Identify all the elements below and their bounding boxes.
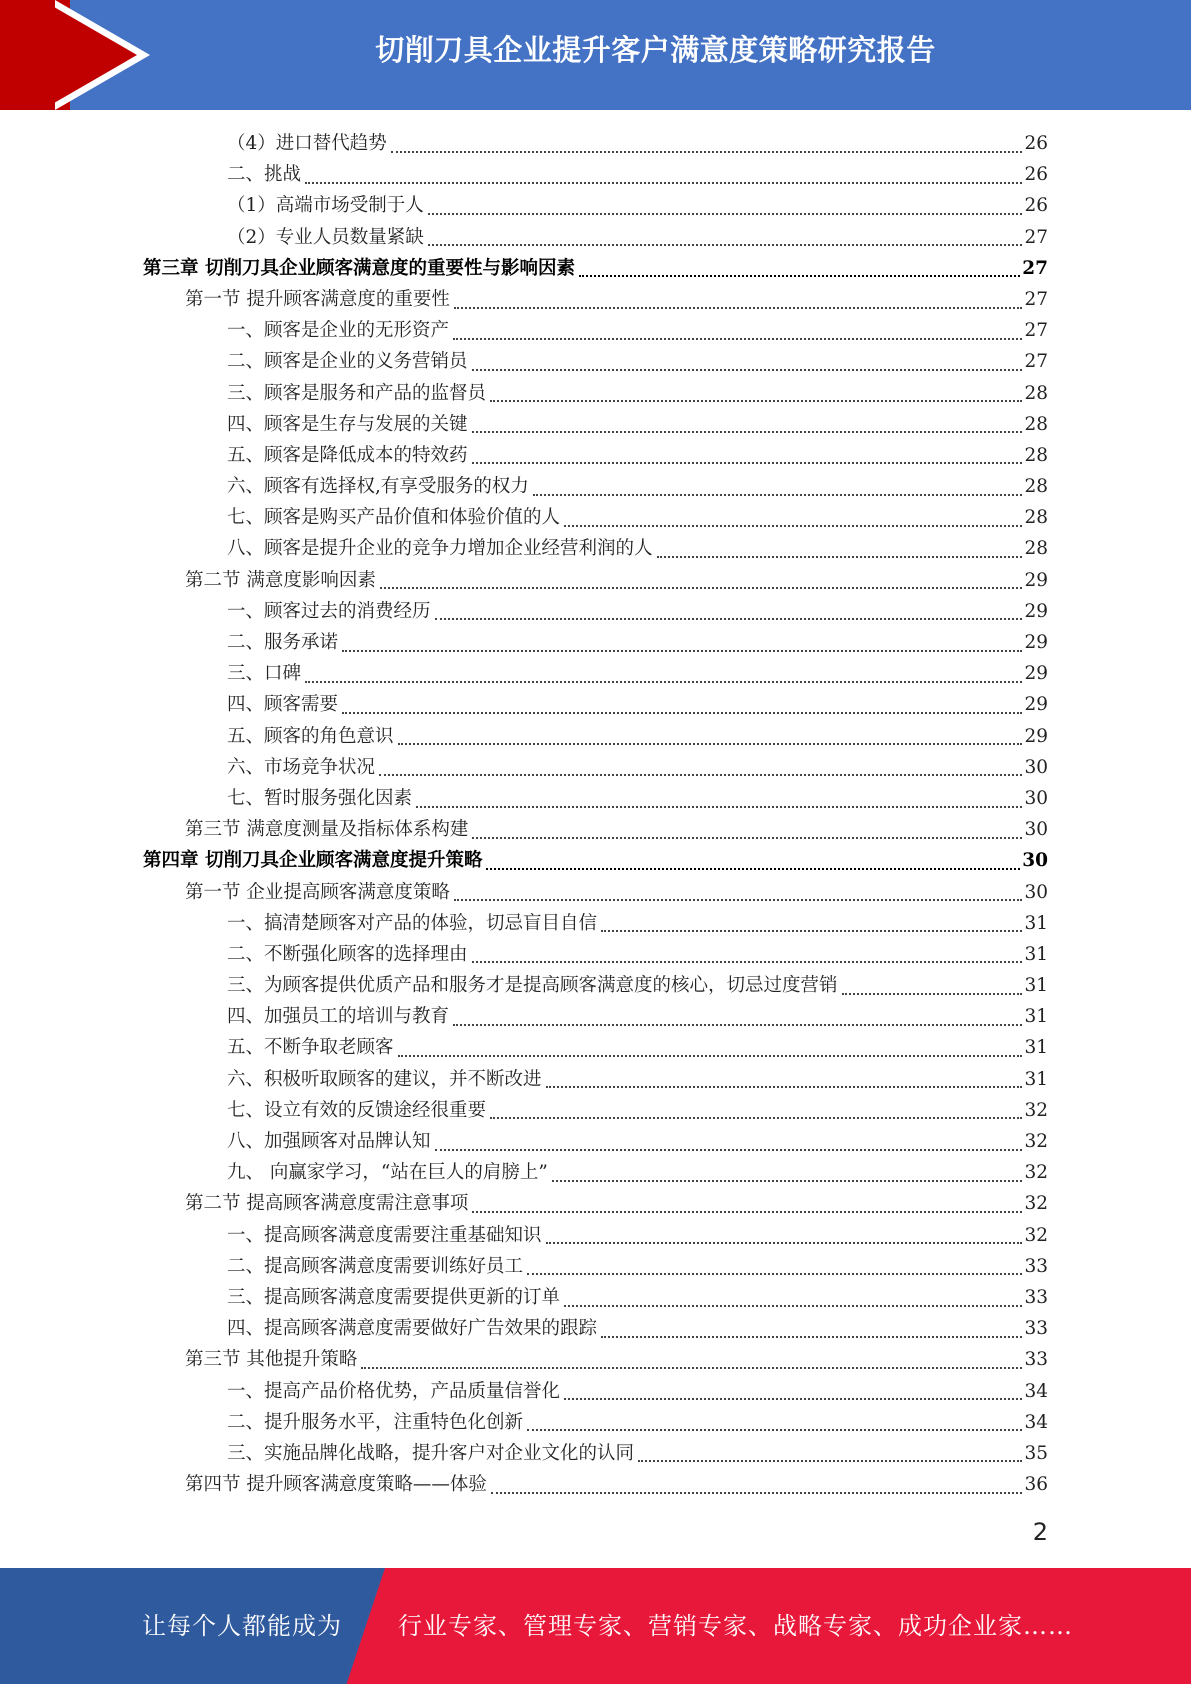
- toc-item[interactable]: [143, 939, 1048, 970]
- toc-dot-leader: [305, 182, 1022, 184]
- toc-entry-title: 第一节 提升顾客满意度的重要性: [185, 288, 450, 310]
- toc-entry-page: 31: [1024, 912, 1048, 934]
- toc-dot-leader: [379, 774, 1022, 776]
- toc-entry-title: 六、积极听取顾客的建议，并不断改进: [227, 1068, 542, 1090]
- toc-item[interactable]: [143, 378, 1048, 409]
- toc-entry-title: 第二节 满意度影响因素: [185, 569, 376, 591]
- toc-entry-title: 四、顾客需要: [227, 694, 339, 716]
- toc-entry-title: 第四章 切削刀具企业顾客满意度提升策略: [143, 850, 483, 872]
- toc-dot-leader: [472, 462, 1023, 464]
- toc-entry-title: 三、口碑: [227, 663, 302, 685]
- toc-dot-leader: [472, 369, 1023, 371]
- toc-item[interactable]: [143, 159, 1048, 190]
- toc-chapter[interactable]: [143, 845, 1048, 876]
- toc-item[interactable]: [143, 128, 1048, 159]
- toc-entry-title: 三、提高顾客满意度需要提供更新的订单: [227, 1286, 561, 1308]
- toc-entry-page: 27: [1024, 351, 1048, 373]
- toc-entry-title: （1）高端市场受制于人: [227, 195, 424, 217]
- toc-entry-title: 四、顾客是生存与发展的关键: [227, 413, 468, 435]
- toc-dot-leader: [546, 1242, 1023, 1244]
- toc-dot-leader: [454, 899, 1023, 901]
- toc-entry-page: 29: [1024, 725, 1048, 747]
- toc-entry-page: 27: [1024, 226, 1048, 248]
- toc-section[interactable]: [143, 814, 1048, 845]
- toc-entry-page: 35: [1024, 1442, 1048, 1464]
- page-number: 2: [1032, 1518, 1048, 1546]
- toc-dot-leader: [472, 1211, 1022, 1213]
- toc-entry-page: 30: [1024, 756, 1048, 778]
- toc-entry-page: 32: [1024, 1193, 1048, 1215]
- toc-entry-page: 34: [1024, 1380, 1048, 1402]
- toc-dot-leader: [601, 930, 1022, 932]
- toc-item[interactable]: [143, 1407, 1048, 1438]
- toc-item[interactable]: [143, 1126, 1048, 1157]
- toc-dot-leader: [564, 525, 1022, 527]
- toc-item[interactable]: [143, 1282, 1048, 1313]
- toc-entry-page: 32: [1024, 1162, 1048, 1184]
- toc-item[interactable]: [143, 533, 1048, 564]
- toc-entry-title: 一、顾客过去的消费经历: [227, 600, 431, 622]
- toc-dot-leader: [546, 1086, 1023, 1088]
- toc-entry-title: 六、顾客有选择权,有享受服务的权力: [227, 476, 529, 498]
- toc-item[interactable]: [143, 596, 1048, 627]
- toc-item[interactable]: [143, 190, 1048, 221]
- toc-entry-title: 二、不断强化顾客的选择理由: [227, 943, 468, 965]
- page-header: [0, 0, 1191, 110]
- toc-entry-page: 28: [1024, 507, 1048, 529]
- toc-entry-title: 第四节 提升顾客满意度策略——体验: [185, 1474, 487, 1496]
- toc-dot-leader: [601, 1336, 1022, 1338]
- toc-item[interactable]: [143, 1095, 1048, 1126]
- toc-entry-title: 三、为顾客提供优质产品和服务才是提高顾客满意度的核心，切忌过度营销: [227, 975, 838, 997]
- toc-dot-leader: [435, 618, 1023, 620]
- toc-entry-page: 29: [1024, 663, 1048, 685]
- toc-entry-title: 五、不断争取老顾客: [227, 1037, 394, 1059]
- toc-dot-leader: [579, 275, 1020, 277]
- toc-entry-title: 三、顾客是服务和产品的监督员: [227, 382, 487, 404]
- toc-entry-page: 33: [1024, 1255, 1048, 1277]
- toc-entry-title: 六、市场竞争状况: [227, 756, 376, 778]
- toc-item[interactable]: [143, 1376, 1048, 1407]
- toc-section[interactable]: [143, 1469, 1048, 1500]
- toc-entry-title: 九、 向赢家学习，“站在巨人的肩膀上”: [227, 1162, 548, 1184]
- toc-entry-title: 一、搞清楚顾客对产品的体验，切忌盲目自信: [227, 912, 598, 934]
- toc-entry-page: 30: [1024, 819, 1048, 841]
- toc-entry-page: 30: [1022, 850, 1048, 872]
- toc-dot-leader: [453, 1024, 1022, 1026]
- toc-entry-title: 二、服务承诺: [227, 632, 339, 653]
- toc-dot-leader: [564, 1305, 1022, 1307]
- header-title: 切削刀具企业提升客户满意度策略研究报告: [375, 33, 936, 67]
- toc-entry-page: 29: [1024, 694, 1048, 716]
- toc-item[interactable]: [143, 658, 1048, 689]
- toc-entry-page: 28: [1024, 382, 1048, 404]
- toc-item[interactable]: [143, 1001, 1048, 1032]
- toc-entry-page: 27: [1024, 320, 1048, 342]
- toc-dot-leader: [533, 494, 1023, 496]
- toc-dot-leader: [472, 837, 1022, 839]
- toc-item[interactable]: [143, 1032, 1048, 1063]
- toc-entry-page: 32: [1024, 1099, 1048, 1121]
- toc-dot-leader: [428, 244, 1023, 246]
- toc-dot-leader: [391, 151, 1023, 153]
- toc-dot-leader: [305, 681, 1022, 683]
- toc-entry-title: 四、加强员工的培训与教育: [227, 1006, 450, 1028]
- toc-item[interactable]: [143, 970, 1048, 1001]
- toc-entry-page: 31: [1024, 1006, 1048, 1028]
- toc-entry-title: 一、提高顾客满意度需要注重基础知识: [227, 1224, 542, 1246]
- toc-dot-leader: [486, 868, 1020, 870]
- table-of-contents: [143, 128, 1048, 1500]
- toc-entry-title: 七、暂时服务强化因素: [227, 787, 413, 809]
- toc-dot-leader: [398, 1055, 1023, 1057]
- toc-dot-leader: [638, 1460, 1022, 1462]
- toc-entry-title: 第三节 其他提升策略: [185, 1349, 358, 1371]
- toc-entry-page: 34: [1024, 1411, 1048, 1433]
- toc-item[interactable]: [143, 471, 1048, 502]
- toc-section[interactable]: [143, 565, 1048, 596]
- toc-dot-leader: [342, 712, 1022, 714]
- toc-entry-title: 二、挑战: [227, 164, 302, 186]
- toc-section[interactable]: [143, 1344, 1048, 1375]
- toc-entry-page: 30: [1024, 787, 1048, 809]
- toc-dot-leader: [453, 338, 1022, 340]
- toc-entry-title: 第一节 企业提高顾客满意度策略: [185, 881, 450, 903]
- toc-entry-title: 二、顾客是企业的义务营销员: [227, 351, 468, 373]
- toc-entry-title: 第三章 切削刀具企业顾客满意度的重要性与影响因素: [143, 257, 575, 279]
- toc-entry-title: 八、加强顾客对品牌认知: [227, 1131, 431, 1152]
- toc-entry-page: 26: [1024, 164, 1048, 186]
- toc-entry-title: 二、提升服务水平，注重特色化创新: [227, 1411, 524, 1433]
- toc-dot-leader: [842, 993, 1023, 995]
- toc-entry-page: 26: [1024, 133, 1048, 154]
- toc-item[interactable]: [143, 1313, 1048, 1344]
- toc-entry-title: （2）专业人员数量紧缺: [227, 226, 424, 248]
- toc-entry-page: 29: [1024, 600, 1048, 622]
- toc-entry-page: 32: [1024, 1224, 1048, 1246]
- toc-item[interactable]: [143, 752, 1048, 783]
- toc-entry-page: 30: [1024, 881, 1048, 903]
- toc-entry-page: 31: [1024, 1068, 1048, 1090]
- toc-dot-leader: [428, 213, 1023, 215]
- toc-item[interactable]: [143, 721, 1048, 752]
- toc-item[interactable]: [143, 222, 1048, 253]
- toc-entry-page: 31: [1024, 975, 1048, 997]
- footer-slogan-right: 行业专家、管理专家、营销专家、战略专家、成功企业家……: [398, 1612, 1073, 1640]
- toc-entry-title: 八、顾客是提升企业的竞争力增加企业经营利润的人: [227, 538, 653, 560]
- toc-entry-page: 33: [1024, 1318, 1048, 1340]
- toc-dot-leader: [454, 307, 1023, 309]
- toc-entry-page: 33: [1024, 1349, 1048, 1371]
- toc-item[interactable]: [143, 346, 1048, 377]
- toc-dot-leader: [380, 587, 1023, 589]
- toc-section[interactable]: [143, 284, 1048, 315]
- toc-section[interactable]: [143, 1188, 1048, 1219]
- footer-slogan-left: 让每个人都能成为: [142, 1612, 342, 1640]
- toc-item[interactable]: [143, 627, 1048, 658]
- toc-entry-page: 28: [1024, 413, 1048, 435]
- header-arrow-icon: [42, 0, 137, 110]
- toc-item[interactable]: [143, 908, 1048, 939]
- page-footer: [0, 1568, 1191, 1684]
- toc-dot-leader: [472, 961, 1023, 963]
- toc-entry-page: 29: [1024, 569, 1048, 591]
- toc-entry-title: （4）进口替代趋势: [227, 133, 387, 154]
- toc-item[interactable]: [143, 1157, 1048, 1188]
- toc-item[interactable]: [143, 1064, 1048, 1095]
- toc-entry-title: 五、顾客的角色意识: [227, 725, 394, 747]
- toc-entry-title: 一、提高产品价格优势，产品质量信誉化: [227, 1380, 561, 1402]
- toc-entry-page: 36: [1024, 1474, 1048, 1496]
- toc-dot-leader: [564, 1398, 1022, 1400]
- toc-entry-title: 第三节 满意度测量及指标体系构建: [185, 819, 469, 841]
- toc-item[interactable]: [143, 783, 1048, 814]
- toc-item[interactable]: [143, 409, 1048, 440]
- toc-item[interactable]: [143, 502, 1048, 533]
- toc-entry-page: 27: [1022, 257, 1048, 279]
- toc-dot-leader: [435, 1149, 1023, 1151]
- toc-entry-title: 四、提高顾客满意度需要做好广告效果的跟踪: [227, 1318, 598, 1340]
- toc-item[interactable]: [143, 440, 1048, 471]
- toc-item[interactable]: [143, 315, 1048, 346]
- toc-entry-title: 七、设立有效的反馈途经很重要: [227, 1099, 487, 1121]
- toc-dot-leader: [527, 1273, 1022, 1275]
- toc-entry-title: 七、顾客是购买产品价值和体验价值的人: [227, 507, 561, 529]
- toc-entry-page: 28: [1024, 538, 1048, 560]
- toc-item[interactable]: [143, 1220, 1048, 1251]
- toc-item[interactable]: [143, 1251, 1048, 1282]
- toc-entry-page: 28: [1024, 476, 1048, 498]
- toc-dot-leader: [398, 743, 1023, 745]
- toc-entry-page: 26: [1024, 195, 1048, 217]
- toc-dot-leader: [416, 806, 1022, 808]
- toc-dot-leader: [490, 400, 1022, 402]
- toc-entry-title: 一、顾客是企业的无形资产: [227, 320, 450, 342]
- toc-entry-title: 二、提高顾客满意度需要训练好员工: [227, 1255, 524, 1277]
- toc-entry-page: 32: [1024, 1131, 1048, 1152]
- toc-item[interactable]: [143, 689, 1048, 720]
- toc-section[interactable]: [143, 877, 1048, 908]
- toc-dot-leader: [527, 1429, 1022, 1431]
- toc-entry-title: 三、实施品牌化战略，提升客户对企业文化的认同: [227, 1442, 635, 1464]
- toc-entry-page: 33: [1024, 1286, 1048, 1308]
- toc-entry-title: 第二节 提高顾客满意度需注意事项: [185, 1193, 469, 1215]
- toc-entry-page: 29: [1024, 632, 1048, 653]
- toc-entry-page: 31: [1024, 1037, 1048, 1059]
- toc-dot-leader: [552, 1180, 1023, 1182]
- toc-dot-leader: [657, 556, 1023, 558]
- toc-chapter[interactable]: [143, 253, 1048, 284]
- toc-entry-page: 27: [1024, 288, 1048, 310]
- toc-dot-leader: [472, 431, 1023, 433]
- toc-dot-leader: [361, 1367, 1022, 1369]
- toc-item[interactable]: [143, 1438, 1048, 1469]
- toc-entry-page: 31: [1024, 943, 1048, 965]
- toc-dot-leader: [491, 1492, 1023, 1494]
- toc-dot-leader: [342, 650, 1022, 652]
- toc-entry-page: 28: [1024, 444, 1048, 466]
- toc-entry-title: 五、顾客是降低成本的特效药: [227, 444, 468, 466]
- toc-dot-leader: [490, 1117, 1022, 1119]
